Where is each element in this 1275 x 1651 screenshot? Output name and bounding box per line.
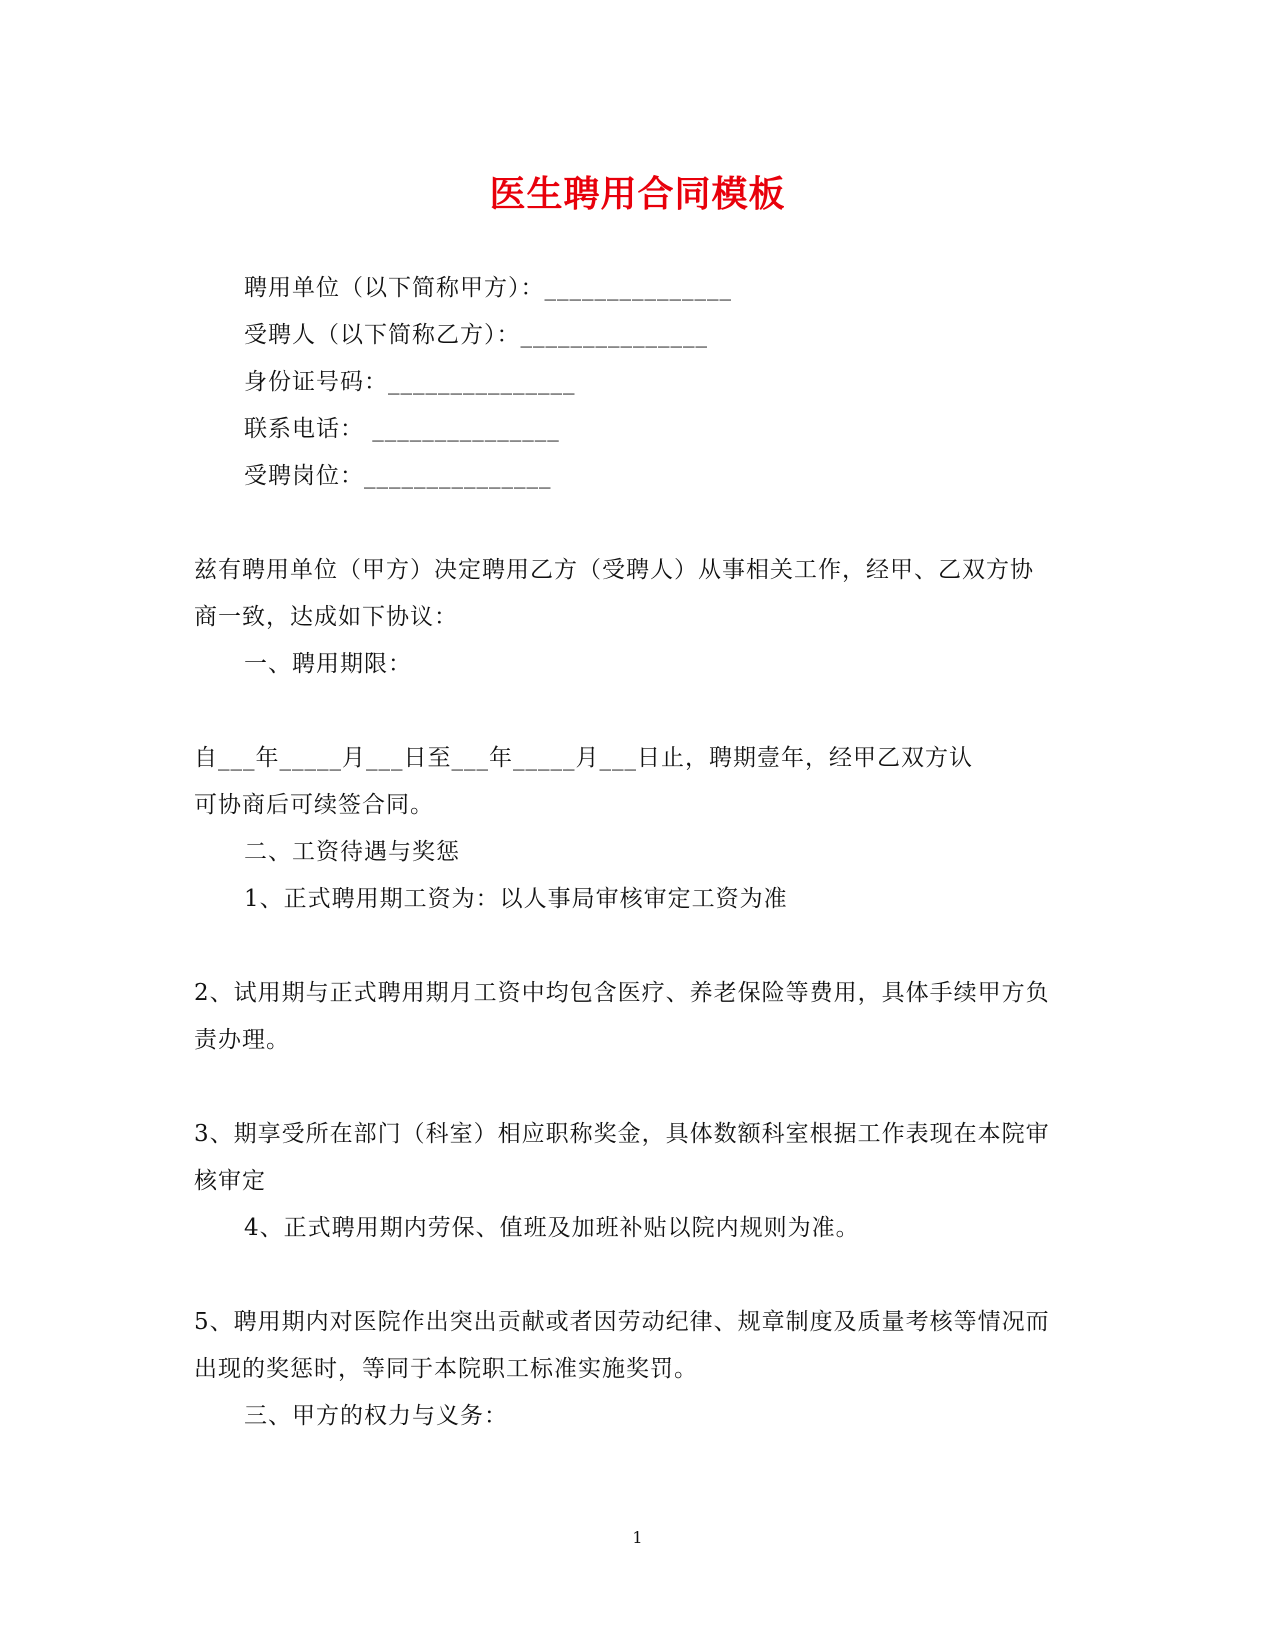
section-1-heading: 一、聘用期限： [244,651,412,677]
page-number: 1 [632,1528,643,1547]
item-3-line-2: 核审定 [194,1168,266,1194]
field-phone: 联系电话： _______________ [244,416,560,442]
section-3-heading: 三、甲方的权力与义务： [244,1403,508,1429]
item-4: 4、正式聘用期内劳保、值班及加班补贴以院内规则为准。 [244,1215,860,1241]
item-3-line-1: 3、期享受所在部门（科室）相应职称奖金，具体数额科室根据工作表现在本院审 [194,1121,1050,1147]
item-2-line-2: 责办理。 [194,1027,290,1053]
field-position: 受聘岗位：_______________ [244,463,552,489]
field-employer: 聘用单位（以下简称甲方）：_______________ [244,275,732,301]
term-line-1: 自___年_____月___日至___年_____月___日止，聘期壹年，经甲乙双方认 [194,745,973,771]
term-line-2: 可协商后可续签合同。 [194,792,434,818]
item-5-line-2: 出现的奖惩时，等同于本院职工标准实施奖罚。 [194,1356,698,1382]
intro-line-2: 商一致，达成如下协议： [194,604,458,630]
field-id-number: 身份证号码：_______________ [244,369,576,395]
item-2-line-1: 2、试用期与正式聘用期月工资中均包含医疗、养老保险等费用，具体手续甲方负 [194,980,1050,1006]
intro-line-1: 兹有聘用单位（甲方）决定聘用乙方（受聘人）从事相关工作，经甲、乙双方协 [194,557,1034,583]
item-1: 1、正式聘用期工资为：以人事局审核审定工资为准 [244,886,788,912]
document-title: 医生聘用合同模板 [489,173,786,215]
section-2-heading: 二、工资待遇与奖惩 [244,839,460,865]
item-5-line-1: 5、聘用期内对医院作出突出贡献或者因劳动纪律、规章制度及质量考核等情况而 [194,1309,1050,1335]
field-employee: 受聘人（以下简称乙方）：_______________ [244,322,708,348]
